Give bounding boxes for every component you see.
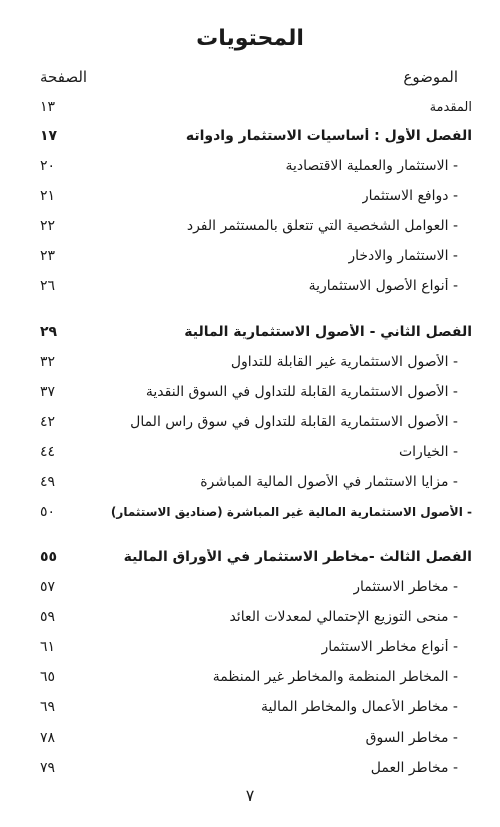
toc-entry-text: - أنواع الأصول الاستثمارية xyxy=(308,278,458,294)
toc-entry xyxy=(40,576,472,598)
toc-entry-page: ٢٩ xyxy=(40,324,58,340)
toc-entry-page: ٤٤ xyxy=(40,444,56,460)
toc-entry-page: ٢٣ xyxy=(40,248,56,264)
toc-entry-page: ١٧ xyxy=(40,128,58,144)
toc-entry xyxy=(40,441,472,463)
toc-entry-page: ٦٩ xyxy=(40,699,56,715)
page-column-header: الصفحة xyxy=(40,68,88,86)
toc-entry-text: - مخاطر الأعمال والمخاطر المالية xyxy=(261,699,458,715)
page-title: المحتويات xyxy=(196,26,304,51)
toc-entry-text: - الاستثمار والعملية الاقتصادية xyxy=(285,158,458,174)
toc-entry-page: ٣٧ xyxy=(40,384,56,400)
toc-entry xyxy=(40,636,472,658)
toc-entry xyxy=(40,727,472,749)
toc-entry xyxy=(40,411,472,433)
toc-entry xyxy=(40,275,472,297)
toc-entry xyxy=(40,245,472,267)
topic-column-header: الموضوع xyxy=(403,68,458,86)
toc-entry xyxy=(40,215,472,237)
toc-entry-text: المقدمة xyxy=(429,99,472,115)
page-number: ٧ xyxy=(245,786,255,805)
toc-entry-page: ٣٢ xyxy=(40,354,56,370)
toc-entry xyxy=(40,757,472,779)
toc-entry xyxy=(40,351,472,373)
toc-entry-text: - الخيارات xyxy=(398,444,458,460)
toc-entry-page: ٢٦ xyxy=(40,278,56,294)
toc-entry-page: ١٣ xyxy=(40,99,56,115)
toc-entry-page: ٢١ xyxy=(40,188,56,204)
toc-entry-text: - مخاطر العمل xyxy=(370,760,458,776)
toc-entry-text: - مخاطر الاستثمار xyxy=(353,579,458,595)
toc-entry-text: - أنواع مخاطر الاستثمار xyxy=(321,639,458,655)
toc-entry-text: - الأصول الاستثمارية المالية غير المباشرة (صناديق الاستثمار) xyxy=(110,505,472,519)
toc-entry-intro xyxy=(40,96,472,118)
toc-entry-text: - دوافع الاستثمار xyxy=(361,188,458,204)
toc-entry-text: - الأصول الاستثمارية القابلة للتداول في سوق راس المال xyxy=(130,414,458,430)
toc-entry xyxy=(40,471,472,493)
toc-entry-text: الفصل الثالث -مخاطر الاستثمار في الأوراق المالية xyxy=(123,549,472,565)
toc-entry-page: ٤٢ xyxy=(40,414,56,430)
toc-entry-page: ٤٩ xyxy=(40,474,56,490)
toc-entry-page: ٢٠ xyxy=(40,158,56,174)
toc-entry xyxy=(40,381,472,403)
toc-entry-page: ٥٥ xyxy=(40,549,58,565)
toc-entry-text: - العوامل الشخصية التي تتعلق بالمستثمر الفرد xyxy=(186,218,458,234)
toc-entry xyxy=(40,696,472,718)
toc-entry-page: ٦٥ xyxy=(40,669,56,685)
toc-entry-text: - منحى التوزيع الإحتمالي لمعدلات العائد xyxy=(229,609,458,625)
toc-entry-text: - مخاطر السوق xyxy=(365,730,458,746)
toc-entry-text: - المخاطر المنظمة والمخاطر غير المنظمة xyxy=(212,669,458,685)
toc-chapter-3 xyxy=(40,546,472,568)
toc-entry-page: ٦١ xyxy=(40,639,56,655)
toc-entry-page: ٥٩ xyxy=(40,609,56,625)
toc-entry-page: ٢٢ xyxy=(40,218,56,234)
toc-entry-text: - الاستثمار والادخار xyxy=(348,248,458,264)
toc-chapter-2 xyxy=(40,321,472,343)
toc-entry-text: - مزايا الاستثمار في الأصول المالية المباشرة xyxy=(200,474,458,490)
toc-chapter-1 xyxy=(40,125,472,147)
toc-entry-page: ٧٩ xyxy=(40,760,56,776)
toc-entry-page: ٥٧ xyxy=(40,579,56,595)
toc-entry-page: ٧٨ xyxy=(40,730,56,746)
toc-entry-text: - الأصول الاستثمارية القابلة للتداول في السوق النقدية xyxy=(145,384,458,400)
toc-entry xyxy=(40,606,472,628)
toc-entry-page: ٥٠ xyxy=(40,504,56,520)
toc-entry xyxy=(40,666,472,688)
toc-entry-text: الفصل الأول : أساسيات الاستثمار وادواته xyxy=(185,128,472,144)
toc-entry xyxy=(40,155,472,177)
toc-entry-text: الفصل الثاني - الأصول الاستثمارية المالية xyxy=(184,324,472,340)
toc-entry xyxy=(40,501,472,523)
toc-entry-text: - الأصول الاستثمارية غير القابلة للتداول xyxy=(230,354,458,370)
toc-entry xyxy=(40,185,472,207)
